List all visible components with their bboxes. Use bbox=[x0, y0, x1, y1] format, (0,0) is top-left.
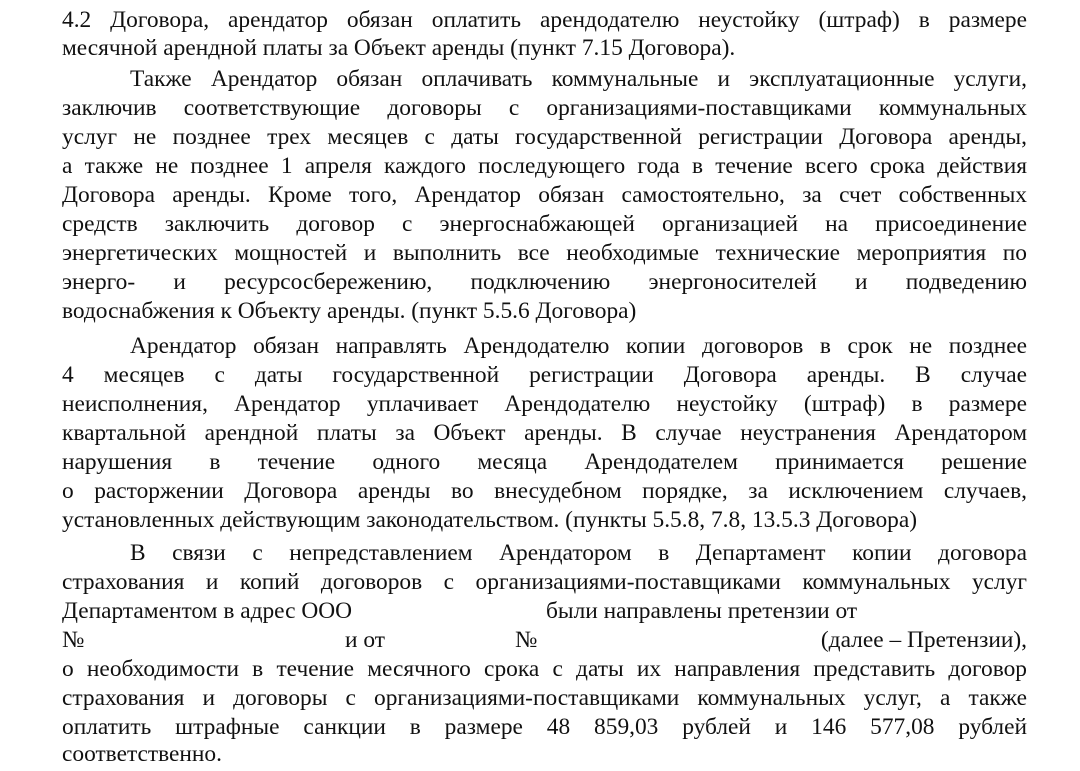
text-line: неисполнения, Арендатор уплачивает Арендодателю неустойку (штраф) в размере bbox=[62, 391, 1027, 417]
text-line: водоснабжения к Объекту аренды. (пункт 5.5.6 Договора) bbox=[62, 298, 637, 324]
text-line: страхования и копий договоров с организациями-поставщиками коммунальных услуг bbox=[62, 569, 1027, 595]
text-fragment: (далее – Претензии), bbox=[820, 627, 1027, 653]
paragraph-first-line: Также Арендатор обязан оплачивать коммунальные и эксплуатационные услуги, bbox=[130, 66, 1027, 92]
text-line: 4.2 Договора, арендатор обязан оплатить арендодателю неустойку (штраф) в размере bbox=[62, 7, 1027, 33]
text-line: Договора аренды. Кроме того, Арендатор обязан самостоятельно, за счет собственных bbox=[62, 182, 1027, 208]
text-line: страхования и договоры с организациями-поставщиками коммунальных услуг, а также bbox=[62, 685, 1027, 711]
text-line: установленных действующим законодательством. (пункты 5.5.8, 7.8, 13.5.3 Договора) bbox=[62, 507, 918, 533]
text-line: соответственно. bbox=[62, 741, 222, 767]
text-line: средств заключить договор с энергоснабжающей организацией на присоединение bbox=[62, 211, 1027, 237]
text-fragment: Департаментом в адрес ООО bbox=[62, 598, 353, 624]
text-line: энергетических мощностей и выполнить все необходимые технические мероприятия по bbox=[62, 240, 1027, 266]
text-fragment: и от bbox=[345, 627, 385, 653]
number-sign: № bbox=[62, 627, 85, 653]
paragraph-first-line: В связи с непредставлением Арендатором в Департамент копии договора bbox=[130, 540, 1027, 566]
text-line: а также не позднее 1 апреля каждого последующего года в течение всего срока действия bbox=[62, 153, 1027, 179]
number-sign: № bbox=[515, 627, 538, 653]
text-line: заключив соответствующие договоры с организациями-поставщиками коммунальных bbox=[62, 95, 1027, 121]
paragraph-first-line: Арендатор обязан направлять Арендодателю копии договоров в срок не позднее bbox=[130, 333, 1027, 359]
text-line: о расторжении Договора аренды во внесудебном порядке, за исключением случаев, bbox=[62, 478, 1027, 504]
text-line: квартальной арендной платы за Объект аренды. В случае неустранения Арендатором bbox=[62, 420, 1027, 446]
text-line: нарушения в течение одного месяца Арендодателем принимается решение bbox=[62, 449, 1027, 475]
text-fragment: были направлены претензии от bbox=[546, 598, 858, 624]
text-line: энерго- и ресурсосбережению, подключению энергоносителей и подведению bbox=[62, 269, 1027, 295]
text-line: оплатить штрафные санкции в размере 48 859,03 рублей и 146 577,08 рублей bbox=[62, 714, 1027, 740]
text-line: 4 месяцев с даты государственной регистрации Договора аренды. В случае bbox=[62, 362, 1027, 388]
text-line: месячной арендной платы за Объект аренды (пункт 7.15 Договора). bbox=[62, 35, 736, 61]
text-line: о необходимости в течение месячного срока с даты их направления представить договор bbox=[62, 656, 1027, 682]
text-line: услуг не позднее трех месяцев с даты государственной регистрации Договора аренды, bbox=[62, 124, 1027, 150]
